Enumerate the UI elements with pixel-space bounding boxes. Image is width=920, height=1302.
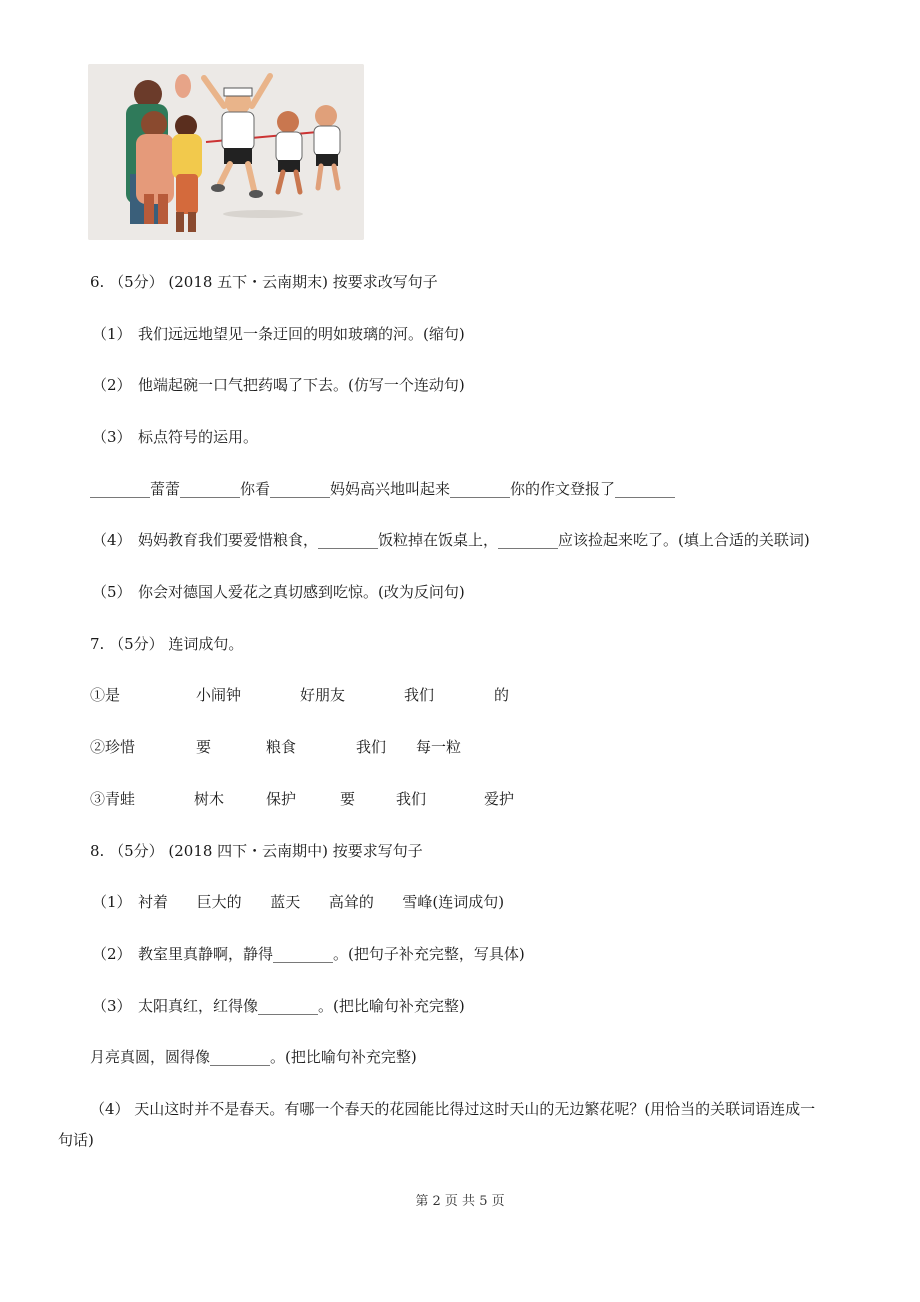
- q6-item-3-num: （3）: [92, 428, 132, 446]
- q6-punctuation-blanks[interactable]: ________蕾蕾________你看________妈妈高兴地叫起来________你的作文登报了________: [90, 480, 676, 498]
- q6-item-5: [92, 582, 465, 602]
- word-card: 粮食: [266, 738, 297, 756]
- q7-row-2: [90, 737, 461, 757]
- q6-item-3-text: 标点符号的运用。: [138, 428, 259, 446]
- q6-header: 6. （5分） (2018 五下・云南期末) 按要求改写句子: [90, 273, 438, 291]
- word-card: 的: [494, 686, 510, 704]
- page-footer: 第 2 页 共 5 页: [415, 1194, 505, 1209]
- q8-item-3: [92, 996, 465, 1016]
- q8-item-2: [92, 944, 525, 964]
- race-finish-illustration: [88, 64, 364, 240]
- word-card: ①是: [90, 686, 121, 704]
- word-card: 我们: [404, 686, 435, 704]
- word-card: 每一粒: [416, 738, 462, 756]
- word-card: 好朋友: [300, 686, 346, 704]
- q6-item-2-text: 他端起碗一口气把药喝了下去。(仿写一个连动句): [138, 376, 465, 394]
- word-card: 我们: [396, 790, 427, 808]
- word-card: 小闹钟: [196, 686, 242, 704]
- q8-item-2-num: （2）: [92, 945, 132, 963]
- q6-item-2: [92, 375, 465, 395]
- word-card: ③青蛙: [90, 790, 136, 808]
- q6-item-4-text: 妈妈教育我们要爱惜粮食，________饭粒掉在饭桌上，________应该捡起来吃了。(填上合适的关联词): [138, 531, 810, 549]
- q6-item-4-num: （4）: [92, 531, 132, 549]
- q8-item-4-line1: （4） 天山这时并不是春天。有哪一个春天的花园能比得过这时天山的无边繁花呢？(用恰当的关联词语连成一: [90, 1100, 816, 1118]
- q8-item-3b: 月亮真圆，圆得像________。(把比喻句补充完整): [90, 1048, 417, 1066]
- q6-item-2-num: （2）: [92, 376, 132, 394]
- q8-item-3-text: 太阳真红，红得像________。(把比喻句补充完整): [138, 997, 465, 1015]
- word-card: 树木: [194, 790, 225, 808]
- q7-row-3: [90, 789, 514, 809]
- word-card: 要: [340, 790, 356, 808]
- q6-item-3: [92, 427, 258, 447]
- word-card: ②珍惜: [90, 738, 136, 756]
- q8-item-1: [92, 892, 504, 912]
- q8-item-3-num: （3）: [92, 997, 132, 1015]
- q6-item-5-num: （5）: [92, 583, 132, 601]
- race-finish-icon: [88, 64, 364, 240]
- q6-item-4: [92, 530, 810, 550]
- q7-header: 7. （5分） 连词成句。: [90, 635, 244, 653]
- q8-item-4-line2: 句话): [58, 1131, 94, 1149]
- word-card: 我们: [356, 738, 387, 756]
- q6-item-1-text: 我们远远地望见一条迂回的明如玻璃的河。(缩句): [138, 325, 465, 343]
- q6-item-5-text: 你会对德国人爱花之真切感到吃惊。(改为反问句): [138, 583, 465, 601]
- q6-item-1-num: （1）: [92, 325, 132, 343]
- word-card: 保护: [266, 790, 297, 808]
- q6-item-1: [92, 324, 465, 344]
- word-card: 爱护: [484, 790, 515, 808]
- word-card: 要: [196, 738, 212, 756]
- q8-header: 8. （5分） (2018 四下・云南期中) 按要求写句子: [90, 842, 423, 860]
- q7-row-1: [90, 685, 509, 705]
- q8-item-1-num: （1）: [92, 893, 132, 911]
- q8-item-2-text: 教室里真静啊，静得________。(把句子补充完整，写具体): [138, 945, 525, 963]
- q8-item-1-text: 衬着 巨大的 蓝天 高耸的 雪峰(连词成句): [138, 893, 505, 911]
